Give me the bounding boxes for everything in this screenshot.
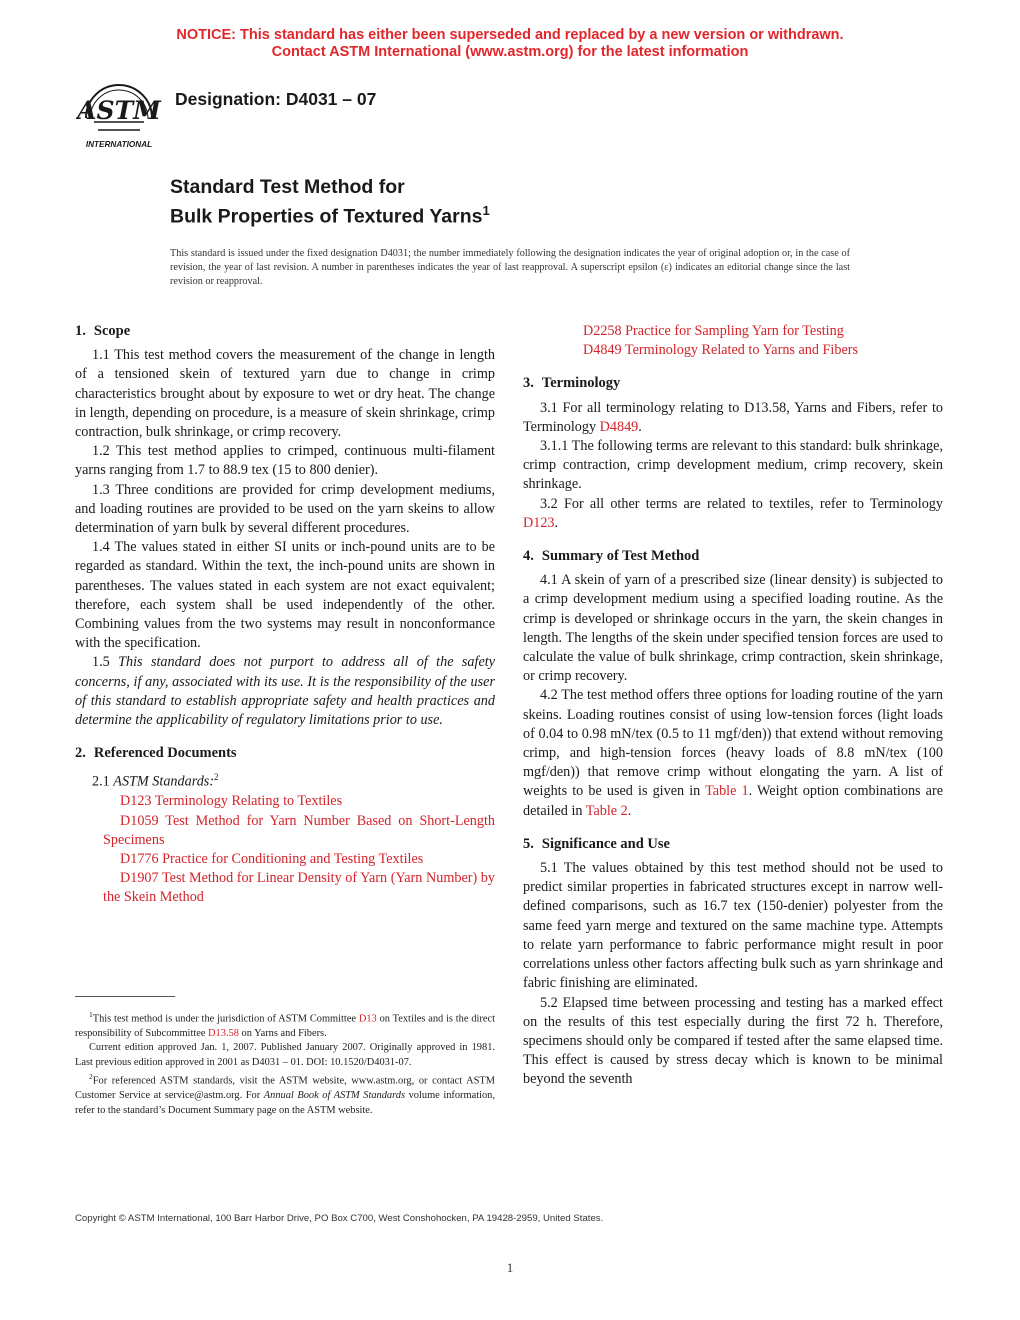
section-number: 1. xyxy=(75,323,86,339)
reference-title-link[interactable]: Terminology Relating to Textiles xyxy=(154,793,343,810)
paragraph-text: 4.2 The test method offers three options for loading routine of the yarn skeins. Loading routines consist of using low-tension forces (light loads of 0.04 to 0.98 mN/tex (0.5 to 11 mgf/den)) that extend without removing crimp, and high-tension forces (heavy loads of 8.8 mN/tex (100 mgf/den)) that remove crimp without elongating the yarn. A list of weights to be used is given in xyxy=(523,687,943,800)
paragraph-text: . Weight option combinations are detailed in xyxy=(523,783,943,819)
paragraph-5-2: 5.2 Elapsed time between processing and testing has a marked effect on the results of this test especially during the first 72 h. Therefore, specimens should only be compared if tested after the same elapsed time. This effect is caused by stress decay which is known to be minimal beyond the seventh xyxy=(523,994,943,1088)
paragraph-1-4: 1.4 The values stated in either SI units or inch-pound units are to be regarded as standard. Within the text, the inch-pound units are shown in parentheses. The values stated in each system are not exact equivalent; therefore, each system shall be used independently of the other. Combining values from the two systems may result in nonconformance with the specification. xyxy=(75,539,495,652)
title-line-2 xyxy=(170,199,490,229)
reference-title-link[interactable]: Practice for Sampling Yarn for Testing xyxy=(625,323,844,339)
section-number: 2. xyxy=(75,745,86,762)
section-heading-scope xyxy=(75,322,495,341)
paragraph-text: . xyxy=(638,418,642,435)
section-title: Scope xyxy=(93,323,131,339)
annual-book-title: Annual Book of ASTM Standards xyxy=(263,1090,406,1102)
reference-d2258[interactable] xyxy=(538,322,943,341)
reference-title-link[interactable]: Test Method for Yarn Number Based on Short-Length Specimens xyxy=(103,812,496,848)
withdrawal-notice xyxy=(0,27,1020,61)
section-number: 3. xyxy=(523,375,534,392)
d4849-link[interactable]: D4849 xyxy=(599,418,639,435)
designation: Designation: D4031 – 07 xyxy=(175,89,377,109)
table-2-link[interactable]: Table 2 xyxy=(585,802,628,819)
table-1-link[interactable]: Table 1 xyxy=(705,783,749,800)
section-title: Referenced Documents xyxy=(93,745,237,762)
section-title: Summary of Test Method xyxy=(541,548,700,565)
reference-code-link[interactable]: D1776 xyxy=(120,851,159,868)
footnote-marker: 2 xyxy=(214,772,219,783)
reference-d1907[interactable] xyxy=(75,869,495,907)
reference-d1776[interactable] xyxy=(75,850,495,869)
issuance-statement: This standard is issued under the fixed designation D4031; the number immediately following the designation indicates the year of original adoption or, in the case of revision, the year of last revision. A number in parentheses indicates the year of last reapproval. A superscript epsilon (ε) indicates an editorial change since the last revision or reapproval. xyxy=(170,248,850,287)
reference-title-link[interactable]: Practice for Conditioning and Testing Textiles xyxy=(162,851,424,868)
committee-link[interactable]: D13 xyxy=(358,1013,377,1025)
paragraph-text: 3.1 For all terminology relating to D13.58, Yarns and Fibers, refer to Terminology xyxy=(523,399,943,435)
logo-letters: ASTM xyxy=(77,96,161,125)
section-title: Significance and Use xyxy=(541,835,670,852)
reference-code-link[interactable]: D4849 xyxy=(583,342,622,359)
section-title: Terminology xyxy=(541,375,621,392)
safety-statement: This standard does not purport to address all of the safety concerns, if any, associated with its use. It is the responsibility of the user of this standard to establish appropriate safety and health practices and determine the applicability of regulatory limitations prior to use. xyxy=(75,654,495,729)
paragraph-3-1 xyxy=(523,399,943,437)
paragraph-1-2: 1.2 This test method applies to crimped, continuous multi-filament yarns ranging from 1.7 to 88.9 tex (15 to 800 denier). xyxy=(75,443,495,479)
footnote-marker: 2 xyxy=(89,1072,93,1082)
reference-title-link[interactable]: Test Method for Linear Density of Yarn (Yarn Number) by the Skein Method xyxy=(103,870,495,906)
paragraph-3-2 xyxy=(523,495,943,533)
reference-code-link[interactable]: D123 xyxy=(120,793,152,810)
reference-d4849[interactable] xyxy=(538,341,943,360)
footnote-text: This test method is under the jurisdiction of ASTM Committee xyxy=(92,1013,359,1025)
paragraph-5-1: 5.1 The values obtained by this test method should not be used to predict similar properties in fabricated structures except in narrow well-defined comparisons, such as 16.7 tex (150-denier) polyester from the same feed yarn merge and textured on the same machine type. Attempts to relate yarn performance to fabric performance might result in poor correlations unless other factors affecting bulk such as yarn shrinkage and fabric finishing are eliminated. xyxy=(523,860,943,992)
reference-d1059[interactable] xyxy=(75,812,495,850)
paragraph-text: 3.2 For all other terms are related to textiles, refer to Terminology xyxy=(540,495,943,512)
page-number: 1 xyxy=(506,1260,514,1275)
paragraph-3-1-1: 3.1.1 The following terms are relevant to this standard: bulk shrinkage, crimp contraction, crimp development medium, crimp recovery, skein shrinkage. xyxy=(523,438,943,493)
footnote-text: on Textiles and is the direct responsibility of Subcommittee xyxy=(75,1013,495,1039)
section-heading-summary xyxy=(523,547,943,566)
paragraph-1-3: 1.3 Three conditions are provided for crimp development mediums, and loading routines are provided to be used on the yarn skeins to allow determination of yarn bulk by several different procedures. xyxy=(75,481,495,537)
footnote-2 xyxy=(75,1070,495,1118)
footnote-marker: 1 xyxy=(89,1010,93,1019)
title-line-1: Standard Test Method for xyxy=(170,176,405,198)
paragraph-text: . xyxy=(554,514,559,531)
right-column xyxy=(523,322,943,1090)
reference-code-link[interactable]: D2258 xyxy=(583,323,622,339)
paragraph-1-5 xyxy=(75,653,495,730)
notice-line-1: NOTICE: This standard has either been superseded and replaced by a new version or withdrawn. xyxy=(176,27,844,43)
title-footnote-marker: 1 xyxy=(482,203,490,218)
d123-link[interactable]: D123 xyxy=(523,514,555,531)
footnote-text: on Yarns and Fibers. xyxy=(238,1027,327,1039)
astm-logo-icon xyxy=(76,72,162,152)
paragraph-number: 2.1 xyxy=(92,774,110,791)
notice-line-2: Contact ASTM International (www.astm.org) for the latest information xyxy=(271,44,749,60)
logo-subtitle: INTERNATIONAL xyxy=(85,140,153,149)
section-number: 5. xyxy=(523,835,534,852)
reference-title-link[interactable]: Terminology Related to Yarns and Fibers xyxy=(624,342,858,359)
footnote-divider xyxy=(75,996,175,997)
left-column xyxy=(75,322,495,908)
reference-code-link[interactable]: D1059 xyxy=(120,812,159,829)
paragraph-number: 1.5 xyxy=(92,654,110,671)
section-number: 4. xyxy=(523,548,534,565)
paragraph-1-1: 1.1 This test method covers the measurement of the change in length of a tensioned skein of textured yarn due to change in crimp characteristics brought about by exposure to wet or dry heat. The change in length, depending on procedure, is a measure of skein shrinkage, crimp contraction, bulk shrinkage, or crimp recovery. xyxy=(75,347,495,441)
document-title xyxy=(170,175,490,229)
section-heading-terminology xyxy=(523,374,943,393)
paragraph-text: . xyxy=(627,802,632,819)
footnote-text: For referenced ASTM standards, visit the ASTM website, www.astm.org, or contact ASTM Customer Service at service@astm.org. For xyxy=(75,1075,495,1102)
copyright-notice: Copyright © ASTM International, 100 Barr Harbor Drive, PO Box C700, West Conshohocken, PA 19428-2959, United States. xyxy=(75,1213,604,1224)
title-main: Bulk Properties of Textured Yarns xyxy=(170,205,483,228)
section-heading-significance xyxy=(523,835,943,854)
footnote-text: volume information, refer to the standard’s Document Summary page on the ASTM website. xyxy=(75,1090,495,1116)
footnote-1-edition: Current edition approved Jan. 1, 2007. Published January 2007. Originally approved in 1981. Last previous edition approved in 2001 as D4031 – 01. DOI: 10.1520/D4031-07. xyxy=(75,1042,495,1068)
section-heading-referenced-documents xyxy=(75,744,495,763)
paragraph-4-1: 4.1 A skein of yarn of a prescribed size (linear density) is subjected to a crimp development medium using a specified loading routine. As the crimp is developed or shrinkage occurs in the yarn, the skein changes in length. The lengths of the skein under specified tension forces are used to calculate the value of bulk shrinkage, crimp contraction, skein shrinkage, or crimp recovery. xyxy=(523,572,943,685)
astm-standards-label: ASTM Standards: xyxy=(113,774,215,791)
paragraph-2-1 xyxy=(75,768,495,792)
reference-d123[interactable] xyxy=(75,792,495,811)
footnote-1 xyxy=(75,1008,495,1041)
subcommittee-link[interactable]: D13.58 xyxy=(208,1027,239,1039)
reference-code-link[interactable]: D1907 xyxy=(120,870,159,887)
paragraph-4-2 xyxy=(523,686,943,820)
footnotes xyxy=(75,1008,495,1118)
